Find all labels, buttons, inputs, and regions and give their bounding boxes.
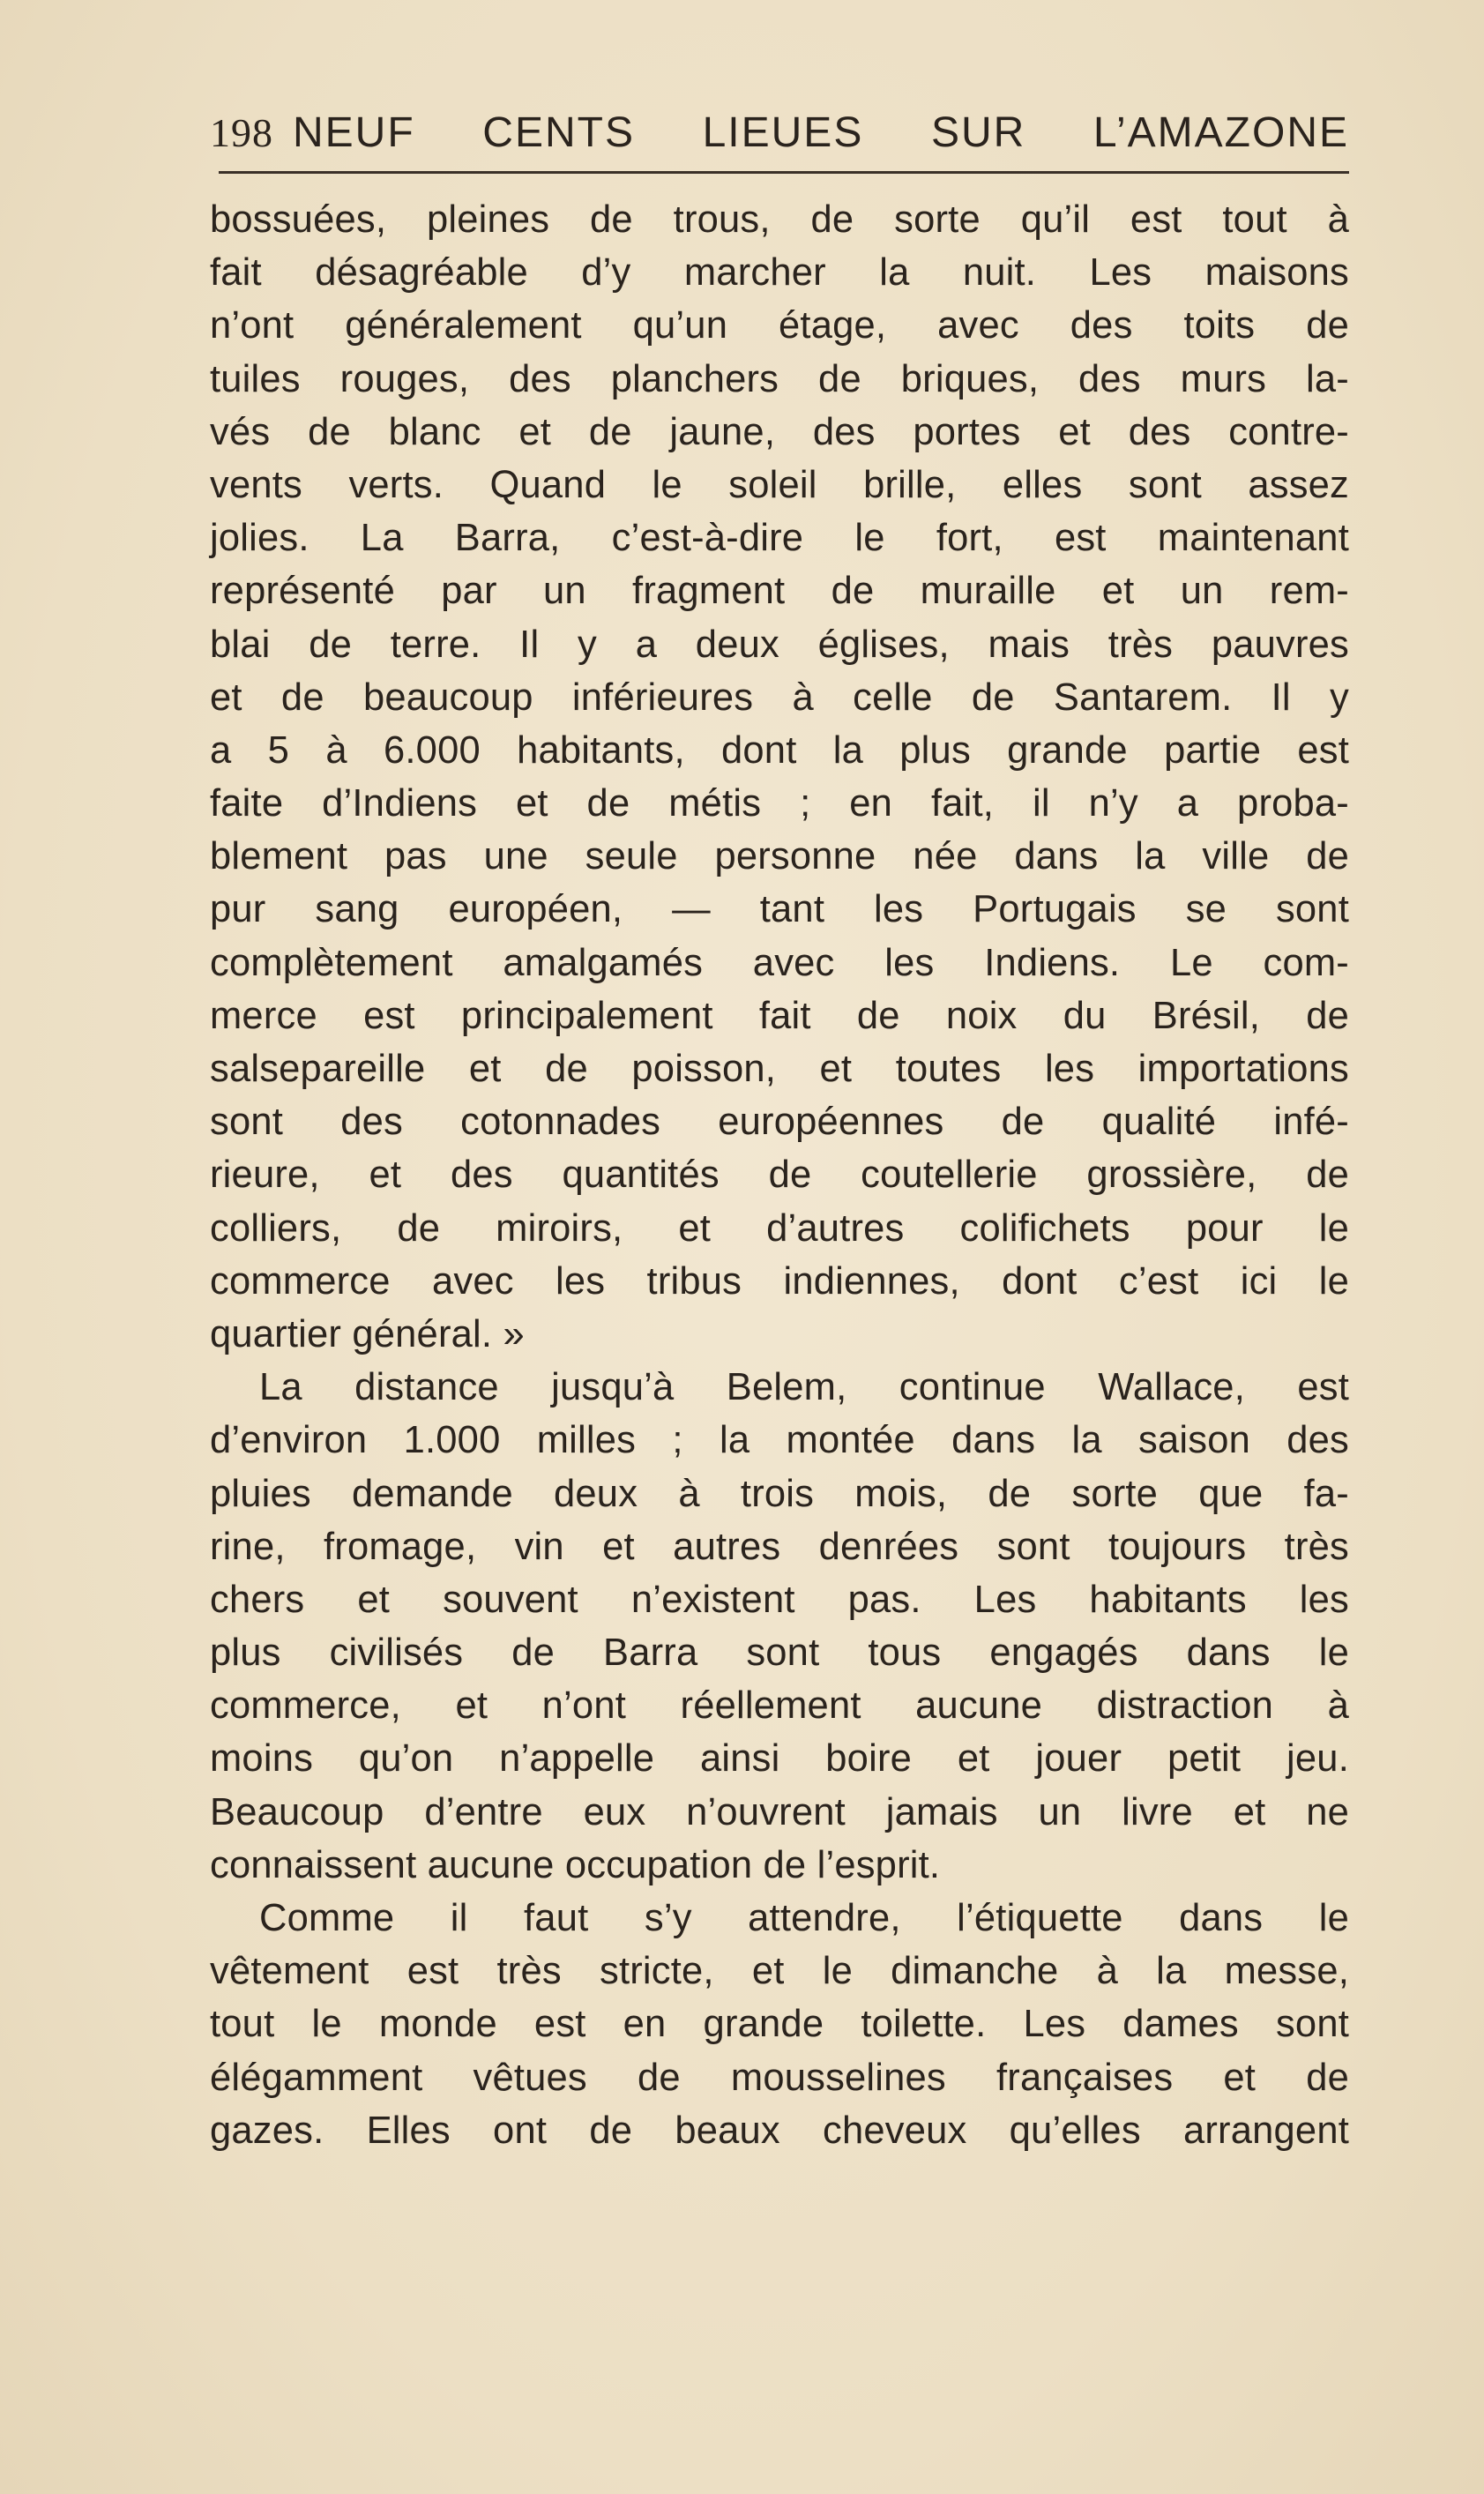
text-line: bossuées, pleines de trous, de sorte qu’il est tout à [210, 198, 1349, 241]
text-line: représenté par un fragment de muraille et un rem- [210, 570, 1349, 613]
running-header [210, 104, 1349, 162]
text-line: n’ont généralement qu’un étage, avec des toits de [210, 304, 1349, 347]
body-text [210, 193, 1349, 2157]
text-line: blement pas une seule personne née dans la ville de [210, 835, 1349, 878]
running-title: NEUF CENTS LIEUES SUR L’AMAZONE [293, 109, 1349, 156]
text-line: Beaucoup d’entre eux n’ouvrent jamais un livre et ne [210, 1790, 1349, 1833]
text-line: jolies. La Barra, c’est-à-dire le fort, est maintenant [210, 517, 1349, 560]
page-number: 198 [210, 110, 273, 155]
text-line: vents verts. Quand le soleil brille, elles sont assez [210, 463, 1349, 506]
text-line: La distance jusqu’à Belem, continue Wallace, est [259, 1366, 1349, 1409]
text-line: a 5 à 6.000 habitants, dont la plus grande partie est [210, 728, 1349, 772]
text-line: Comme il faut s’y attendre, l’étiquette dans le [259, 1897, 1349, 1939]
text-line: sont des cotonnades européennes de qualité infé- [210, 1101, 1349, 1144]
text-line: commerce, et n’ont réellement aucune distraction à [210, 1684, 1349, 1728]
text-line: pluies demande deux à trois mois, de sorte que fa- [210, 1472, 1349, 1515]
text-line: chers et souvent n’existent pas. Les habitants les [210, 1578, 1349, 1621]
text-line: rieure, et des quantités de coutellerie grossière, de [210, 1154, 1349, 1197]
text-line: blai de terre. Il y a deux églises, mais très pauvres [210, 623, 1349, 666]
text-line: merce est principalement fait de noix du Brésil, de [210, 994, 1349, 1037]
text-line: gazes. Elles ont de beaux cheveux qu’elles arrangent [210, 2109, 1349, 2152]
book-page [210, 104, 1349, 2157]
text-line: colliers, de miroirs, et d’autres colifichets pour le [210, 1206, 1349, 1250]
text-line: fait désagréable d’y marcher la nuit. Les maisons [210, 251, 1349, 295]
text-line: vés de blanc et de jaune, des portes et des contre- [210, 410, 1349, 453]
header-rule [219, 171, 1349, 174]
text-line: salsepareille et de poisson, et toutes les importations [210, 1048, 1349, 1090]
text-line: et de beaucoup inférieures à celle de Santarem. Il y [210, 676, 1349, 719]
text-line: plus civilisés de Barra sont tous engagés dans le [210, 1632, 1349, 1675]
text-line: tuiles rouges, des planchers de briques, des murs la- [210, 357, 1349, 400]
text-line: quartier général. » [210, 1312, 525, 1355]
text-line: pur sang européen, — tant les Portugais se sont [210, 888, 1349, 931]
text-line: commerce avec les tribus indiennes, dont c’est ici le [210, 1259, 1349, 1303]
text-line: élégamment vêtues de mousselines françaises et de [210, 2056, 1349, 2099]
text-line: complètement amalgamés avec les Indiens. Le com- [210, 941, 1349, 984]
text-line: faite d’Indiens et de métis ; en fait, il n’y a proba- [210, 782, 1349, 825]
text-line: tout le monde est en grande toilette. Les dames sont [210, 2003, 1349, 2046]
text-line: rine, fromage, vin et autres denrées sont toujours très [210, 1525, 1349, 1568]
text-line: vêtement est très stricte, et le dimanche à la messe, [210, 1950, 1349, 1993]
text-line: moins qu’on n’appelle ainsi boire et jouer petit jeu. [210, 1737, 1349, 1781]
text-line: d’environ 1.000 milles ; la montée dans la saison des [210, 1419, 1349, 1462]
text-line: connaissent aucune occupation de l’esprit. [210, 1843, 941, 1886]
